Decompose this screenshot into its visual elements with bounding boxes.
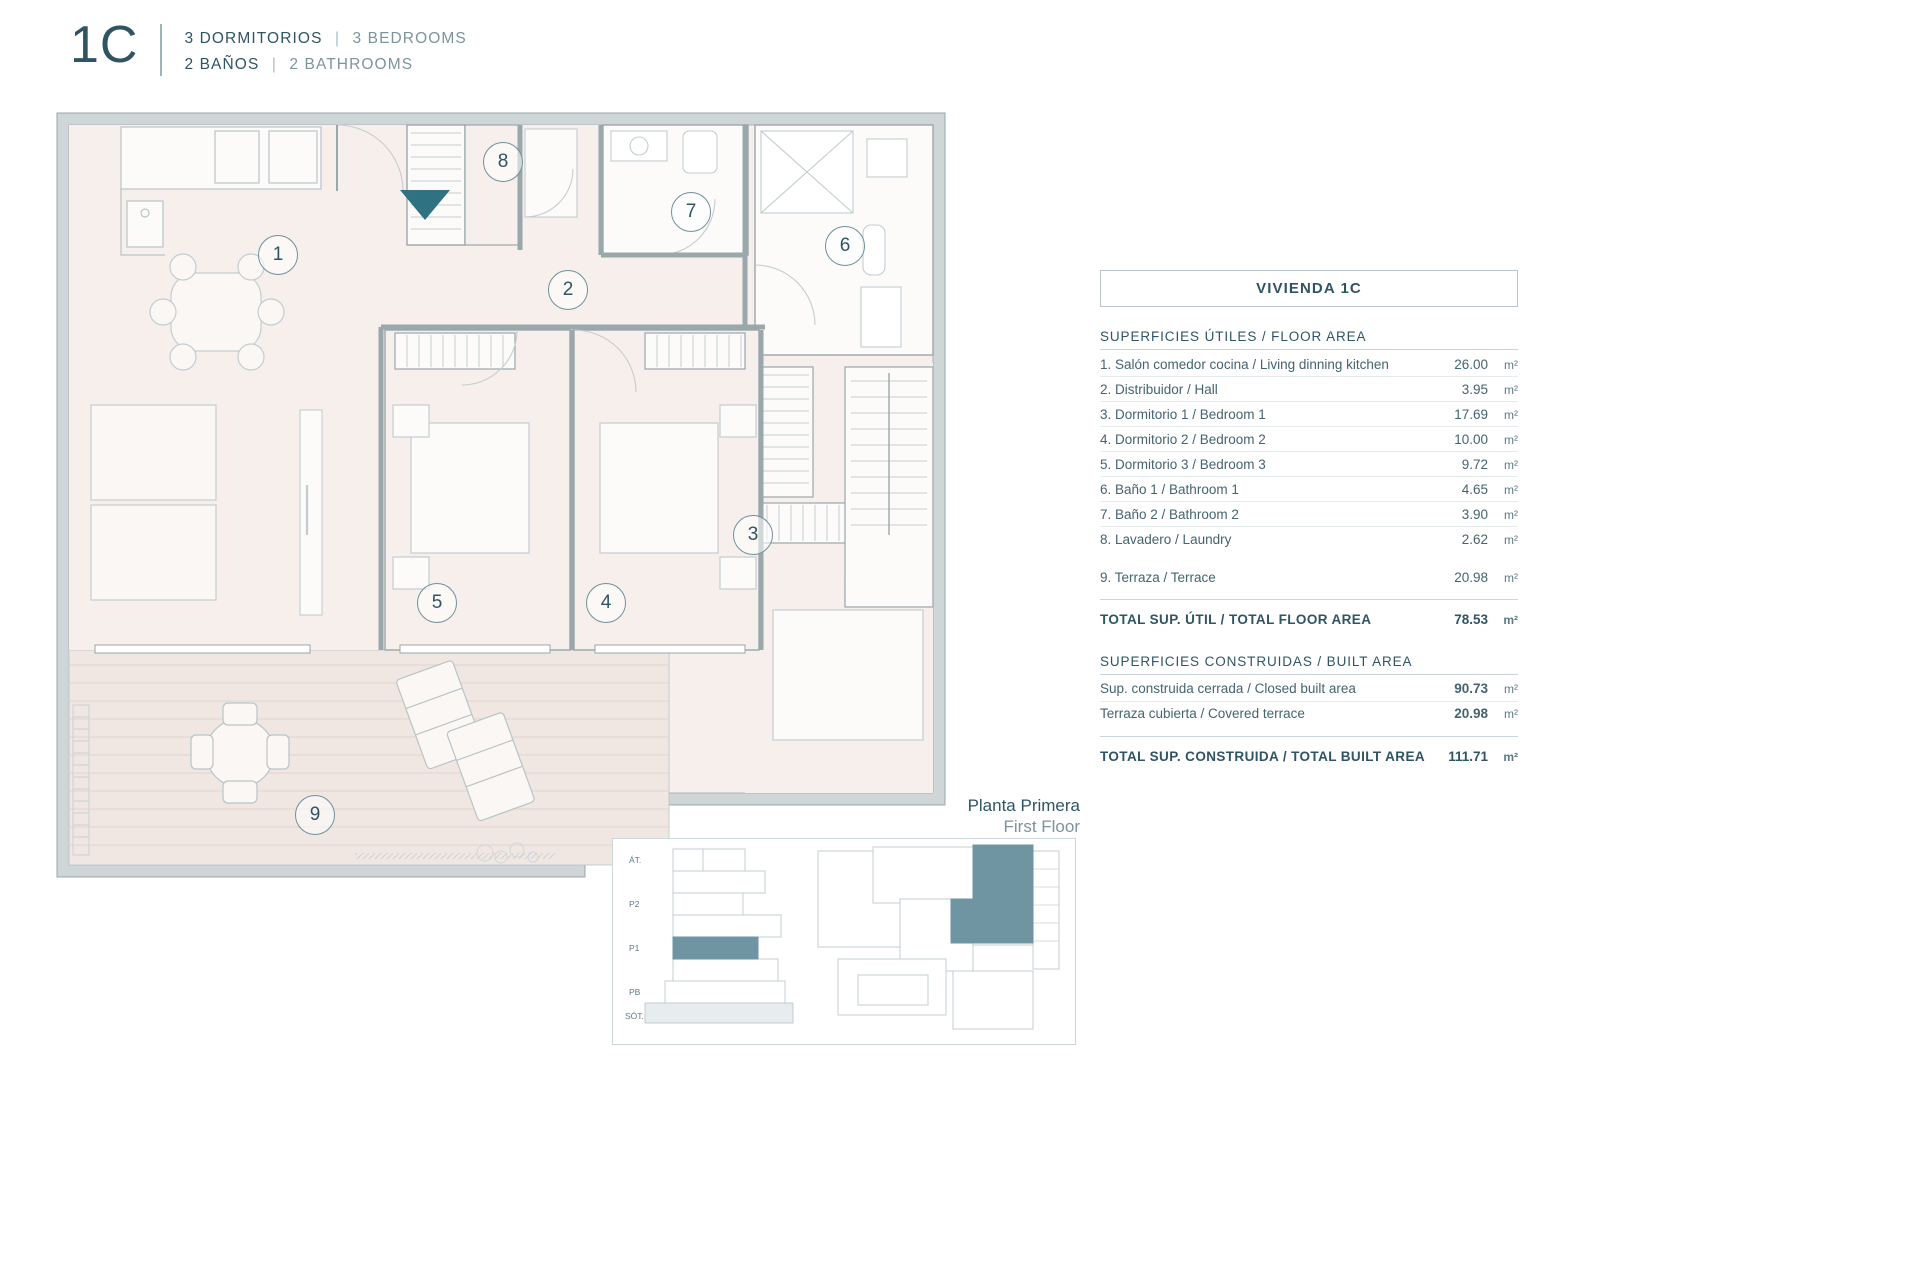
area-row-2-unit: m²	[1504, 382, 1518, 397]
built-row-1-label: Sup. construida cerrada / Closed built area	[1100, 681, 1356, 696]
area-row-1-label: 1. Salón comedor cocina / Living dinning kitchen	[1100, 356, 1389, 372]
area-row-5-unit: m²	[1504, 457, 1518, 472]
total-built-area-row	[1100, 736, 1518, 769]
built-row-2	[1100, 702, 1518, 726]
room-marker-8: 8	[483, 142, 523, 182]
area-row-1-value: 26.00	[1454, 356, 1488, 372]
built-area-rows	[1100, 677, 1518, 769]
area-row-7-label: 7. Baño 2 / Bathroom 2	[1100, 506, 1239, 522]
terrace-area	[69, 650, 669, 865]
area-row-8-unit: m²	[1504, 532, 1518, 547]
key-plan	[612, 838, 1076, 1045]
room-marker-1: 1	[258, 235, 298, 275]
key-plan-level-at: ÁT.	[629, 855, 642, 865]
key-plan-level-p1: P1	[629, 943, 640, 953]
header-subtitles	[162, 18, 466, 78]
area-row-8-label: 8. Lavadero / Laundry	[1100, 531, 1232, 547]
header	[70, 18, 467, 78]
area-row-9	[1100, 565, 1518, 589]
key-plan-svg	[613, 839, 1073, 1042]
room-marker-6: 6	[825, 226, 865, 266]
key-plan-level-pb: PB	[629, 987, 641, 997]
living-kitchen-room	[69, 125, 379, 653]
panel-title: VIVIENDA 1C	[1100, 270, 1518, 307]
area-row-5-value: 9.72	[1461, 456, 1488, 472]
separator-2: |	[271, 56, 277, 73]
area-row-5-label: 5. Dormitorio 3 / Bedroom 3	[1100, 456, 1266, 472]
area-row-8-value: 2.62	[1461, 531, 1488, 547]
section-built-area-heading: SUPERFICIES CONSTRUIDAS / BUILT AREA	[1100, 654, 1518, 675]
room-marker-5: 5	[417, 583, 457, 623]
built-row-2-label: Terraza cubierta / Covered terrace	[1100, 706, 1305, 721]
room-marker-9: 9	[295, 795, 335, 835]
bathrooms-en: 2 BATHROOMS	[289, 56, 414, 73]
area-row-1-unit: m²	[1504, 357, 1518, 372]
floor-label-en: First Floor	[1003, 817, 1080, 836]
row-spacer	[1100, 551, 1518, 565]
key-plan-level-p2: P2	[629, 899, 640, 909]
total-floor-area-row	[1100, 599, 1518, 632]
area-row-9-unit: m²	[1504, 570, 1518, 585]
total-floor-area-label: TOTAL SUP. ÚTIL / TOTAL FLOOR AREA	[1100, 612, 1372, 627]
bedrooms-en: 3 BEDROOMS	[352, 30, 467, 47]
area-row-3-unit: m²	[1504, 407, 1518, 422]
floor-area-rows	[1100, 352, 1518, 632]
area-row-9-label: 9. Terraza / Terrace	[1100, 569, 1216, 585]
bedrooms-es: 3 DORMITORIOS	[184, 30, 323, 47]
staircase	[845, 367, 933, 607]
area-row-6-unit: m²	[1504, 482, 1518, 497]
bathrooms-line	[184, 52, 466, 78]
unit-code: 1C	[70, 16, 139, 74]
room-marker-2: 2	[548, 270, 588, 310]
total-built-area-unit: m²	[1503, 749, 1518, 764]
area-row-8	[1100, 527, 1518, 551]
area-row-1	[1100, 352, 1518, 377]
area-row-9-value: 20.98	[1454, 569, 1488, 585]
built-row-2-unit: m²	[1504, 707, 1518, 721]
bedroom3-room	[385, 330, 570, 653]
floor-label-es: Planta Primera	[967, 796, 1080, 815]
total-floor-area-value: 78.53	[1454, 612, 1488, 627]
key-plan-level-sot: SÓT.	[625, 1011, 644, 1021]
total-floor-area-unit: m²	[1503, 613, 1518, 627]
area-row-2	[1100, 377, 1518, 402]
area-schedule-panel	[1100, 270, 1518, 768]
area-row-6	[1100, 477, 1518, 502]
built-row-1-unit: m²	[1504, 682, 1518, 696]
built-row-1	[1100, 677, 1518, 702]
area-row-4-unit: m²	[1504, 432, 1518, 447]
area-row-7-unit: m²	[1504, 507, 1518, 522]
area-row-2-label: 2. Distribuidor / Hall	[1100, 381, 1218, 397]
area-row-4-label: 4. Dormitorio 2 / Bedroom 2	[1100, 431, 1266, 447]
separator-1: |	[334, 30, 341, 47]
area-row-4-value: 10.00	[1454, 431, 1488, 447]
key-plan-highlight-p1	[673, 937, 758, 959]
floor-plan-drawing	[55, 105, 955, 895]
plan-svg	[55, 105, 955, 895]
area-row-4	[1100, 427, 1518, 452]
bedrooms-line	[184, 26, 466, 52]
area-row-3-value: 17.69	[1454, 406, 1488, 422]
floor-label	[920, 795, 1080, 837]
north-arrow-icon	[400, 190, 450, 220]
area-row-7-value: 3.90	[1461, 506, 1488, 522]
bathroom2-room	[603, 125, 748, 255]
total-built-area-label: TOTAL SUP. CONSTRUIDA / TOTAL BUILT AREA	[1100, 748, 1426, 764]
room-marker-3: 3	[733, 515, 773, 555]
area-row-6-label: 6. Baño 1 / Bathroom 1	[1100, 481, 1239, 497]
area-row-5	[1100, 452, 1518, 477]
built-row-1-value: 90.73	[1454, 681, 1488, 696]
area-row-6-value: 4.65	[1461, 481, 1488, 497]
built-row-2-value: 20.98	[1454, 706, 1488, 721]
area-row-2-value: 3.95	[1461, 381, 1488, 397]
area-row-7	[1100, 502, 1518, 527]
total-built-area-value: 111.71	[1448, 748, 1488, 764]
room-marker-4: 4	[586, 583, 626, 623]
section-floor-area-heading: SUPERFICIES ÚTILES / FLOOR AREA	[1100, 329, 1518, 350]
bathrooms-es: 2 BAÑOS	[184, 56, 260, 73]
room-marker-7: 7	[671, 192, 711, 232]
area-row-3	[1100, 402, 1518, 427]
area-row-3-label: 3. Dormitorio 1 / Bedroom 1	[1100, 406, 1266, 422]
